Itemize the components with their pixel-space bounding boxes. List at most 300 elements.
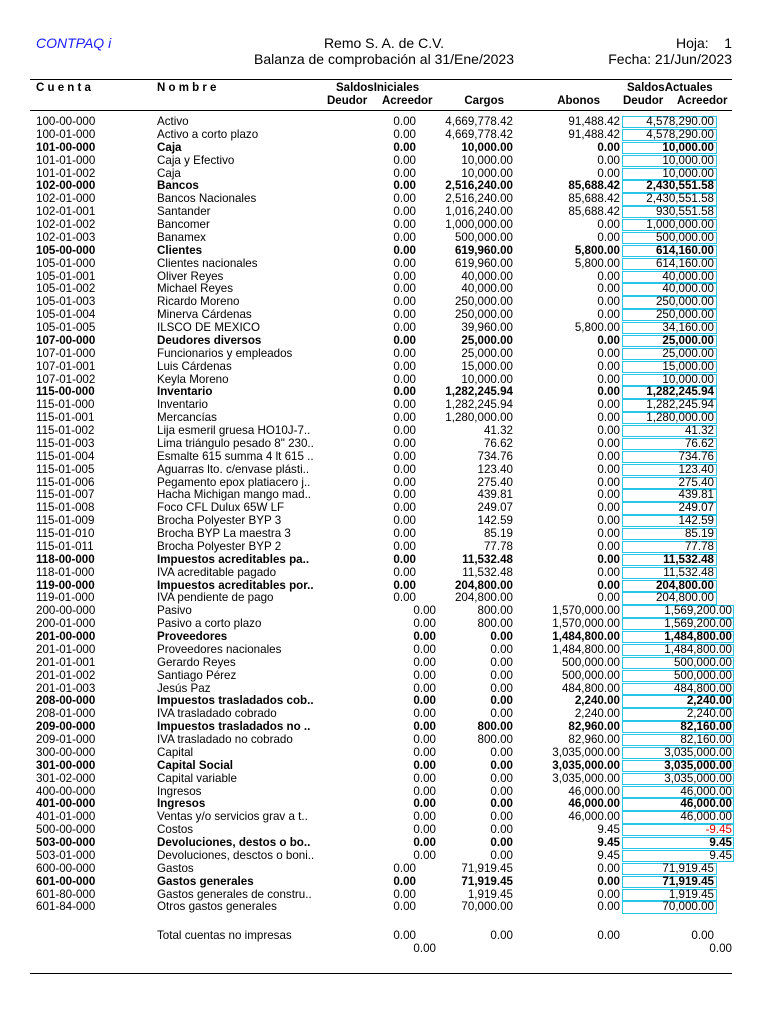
saldo-actual-acreedor: 1,569,200.00 — [664, 617, 732, 631]
account-name: Gastos generales — [157, 875, 254, 888]
abonos-value: 0.00 — [597, 874, 620, 888]
abonos-value: 85,688.42 — [568, 179, 620, 193]
account-name: Caja — [157, 167, 181, 180]
cargos-value: 204,800.00 — [454, 578, 513, 592]
abonos-value: 484,800.00 — [561, 681, 620, 695]
account-code: 300-00-000 — [36, 745, 96, 759]
saldo-inicial-deudor: 0.00 — [393, 488, 416, 502]
abonos-value: 82,960.00 — [568, 720, 620, 734]
table-row — [0, 541, 768, 554]
saldo-inicial-deudor: 0.00 — [393, 127, 416, 141]
account-name: Capital Social — [157, 759, 234, 772]
cargos-value: 0.00 — [490, 784, 513, 798]
account-code: 115-01-008 — [36, 501, 95, 515]
saldo-inicial-acreedor: 0.00 — [413, 836, 436, 849]
account-name: Foco CFL Dulux 65W LF — [157, 502, 285, 515]
saldo-actual-deudor: 439.81 — [678, 488, 714, 502]
cargos-value: 0.00 — [490, 745, 513, 759]
cargos-value: 0.00 — [490, 694, 513, 708]
account-code: 119-00-000 — [36, 578, 95, 592]
account-name: Santander — [157, 206, 211, 219]
cargos-value: 0.00 — [490, 642, 513, 656]
table-row — [0, 811, 768, 824]
account-name: Inventario — [157, 399, 208, 412]
abonos-value: 3,035,000.00 — [552, 771, 620, 785]
abonos-value: 0.00 — [597, 514, 620, 528]
account-name: Banamex — [157, 231, 206, 244]
account-name: Clientes nacionales — [157, 257, 258, 270]
cargos-value: 800.00 — [477, 720, 513, 734]
saldo-inicial-deudor: 0.00 — [393, 256, 416, 270]
cargos-value: 0.00 — [490, 668, 513, 682]
saldo-actual-deudor: 734.76 — [678, 449, 714, 463]
account-code: 600-00-000 — [36, 861, 96, 875]
cargos-value: 1,000,000.00 — [445, 218, 513, 231]
cargos-value: 0.00 — [490, 681, 513, 695]
account-code: 105-01-005 — [36, 321, 96, 334]
abonos-value: 0.00 — [597, 861, 620, 875]
account-code: 601-00-000 — [36, 874, 96, 888]
account-code: 102-01-001 — [36, 205, 96, 219]
account-name: Jesús Paz — [157, 682, 211, 695]
table-row — [0, 258, 768, 271]
account-name: Ricardo Moreno — [157, 296, 240, 309]
account-name: Impuestos acreditables por.. — [157, 579, 314, 592]
saldo-actual-deudor: 77.78 — [684, 539, 714, 553]
totals-acreedor-actual: 0.00 — [709, 942, 732, 955]
abonos-value: 0.00 — [597, 346, 620, 360]
table-row — [0, 322, 768, 335]
saldo-actual-deudor: 1,282,245.94 — [646, 385, 714, 399]
account-name: Pasivo — [157, 605, 192, 618]
cargos-value: 0.00 — [490, 758, 513, 772]
saldo-actual-deudor: 2,430,551.58 — [646, 179, 714, 193]
abonos-value: 9.45 — [597, 848, 620, 862]
account-name: Lima triángulo pesado 8" 230.. — [157, 437, 314, 450]
saldo-inicial-acreedor: 0.00 — [413, 604, 436, 618]
saldo-actual-acreedor: 3,035,000.00 — [664, 745, 732, 759]
saldo-inicial-deudor: 0.00 — [393, 230, 416, 244]
account-name: Costos — [157, 824, 194, 837]
saldo-inicial-deudor: 0.00 — [393, 462, 416, 476]
cargos-value: 123.40 — [477, 462, 513, 476]
saldo-inicial-deudor: 0.00 — [393, 295, 416, 309]
account-name: Activo — [157, 116, 189, 128]
account-name: Lija esmeril gruesa HO10J-7.. — [157, 425, 311, 437]
cargos-value: 0.00 — [490, 823, 513, 837]
saldo-actual-deudor: 34,160.00 — [662, 321, 714, 334]
saldo-actual-deudor: 11,532.48 — [663, 552, 714, 566]
saldo-inicial-deudor: 0.00 — [393, 449, 416, 463]
abonos-value: 85,688.42 — [568, 192, 620, 206]
abonos-value: 91,488.42 — [568, 115, 620, 128]
cargos-value: 71,919.45 — [461, 861, 513, 875]
cargos-value: 249.07 — [477, 501, 513, 515]
cargos-value: 70,000.00 — [461, 900, 513, 914]
account-code: 105-01-004 — [36, 308, 96, 322]
account-name: Ingresos — [157, 798, 206, 811]
table-row — [0, 502, 768, 515]
saldo-inicial-acreedor: 0.00 — [413, 681, 436, 695]
saldo-actual-deudor: 1,000,000.00 — [646, 218, 714, 231]
cargos-value: 1,016,240.00 — [445, 205, 513, 219]
abonos-value: 500,000.00 — [561, 655, 620, 669]
account-name: Deudores diversos — [157, 334, 262, 347]
account-code: 105-01-003 — [36, 295, 96, 309]
table-row — [0, 425, 768, 438]
account-name: Bancomer — [157, 219, 210, 231]
table-row — [0, 528, 768, 541]
saldo-inicial-deudor: 0.00 — [393, 205, 416, 219]
cargos-value: 500,000.00 — [454, 230, 513, 244]
saldo-actual-deudor: 71,919.45 — [662, 861, 714, 875]
cargos-value: 800.00 — [477, 617, 513, 631]
account-name: Gerardo Reyes — [157, 656, 236, 669]
saldo-inicial-acreedor: 0.00 — [413, 642, 436, 656]
abonos-value: 82,960.00 — [568, 733, 620, 746]
abonos-value: 5,800.00 — [574, 256, 620, 270]
account-code: 101-00-000 — [36, 140, 96, 154]
account-name: Activo a corto plazo — [157, 128, 259, 141]
abonos-value: 5,800.00 — [574, 321, 620, 334]
saldo-actual-deudor: 40,000.00 — [662, 282, 714, 296]
cargos-value: 2,516,240.00 — [445, 179, 513, 193]
table-row — [0, 361, 768, 374]
abonos-value: 9.45 — [597, 836, 620, 849]
accounts-table — [0, 116, 768, 914]
saldo-actual-deudor: 41.32 — [684, 424, 714, 437]
page-label: Hoja: — [675, 35, 709, 51]
account-code: 115-01-000 — [36, 398, 95, 412]
cargos-value: 4,669,778.42 — [445, 127, 513, 141]
account-code: 107-01-002 — [36, 372, 96, 386]
cargos-value: 275.40 — [477, 475, 513, 489]
account-code: 102-01-002 — [36, 218, 96, 231]
saldo-actual-acreedor: 3,035,000.00 — [664, 758, 732, 772]
abonos-value: 0.00 — [597, 449, 620, 463]
table-row — [0, 515, 768, 528]
saldo-inicial-deudor: 0.00 — [393, 192, 416, 206]
abonos-value: 2,240.00 — [574, 707, 620, 721]
account-name: Brocha BYP La maestra 3 — [157, 528, 291, 540]
saldo-inicial-deudor: 0.00 — [393, 411, 416, 425]
table-row — [0, 271, 768, 284]
saldo-actual-acreedor: 46,000.00 — [680, 797, 732, 811]
saldo-actual-deudor: 2,430,551.58 — [646, 192, 714, 206]
saldo-actual-acreedor: 82,160.00 — [680, 720, 732, 734]
abonos-value: 0.00 — [597, 166, 620, 180]
account-name: Ventas y/o servicios grav a t.. — [157, 811, 308, 824]
account-code: 115-01-011 — [36, 539, 94, 553]
account-name: IVA pendiente de pago — [157, 592, 274, 605]
saldo-actual-deudor: 11,532.48 — [663, 565, 714, 579]
saldo-inicial-deudor: 0.00 — [393, 424, 416, 437]
header-top-rule — [30, 79, 732, 80]
abonos-value: 0.00 — [597, 269, 620, 283]
saldo-inicial-deudor: 0.00 — [393, 269, 416, 283]
saldo-inicial-deudor: 0.00 — [393, 385, 416, 399]
table-row — [0, 348, 768, 361]
footer-rule — [30, 973, 732, 974]
account-name: Clientes — [157, 244, 203, 257]
saldo-inicial-acreedor: 0.00 — [413, 694, 436, 708]
table-row — [0, 734, 768, 747]
account-name: Ingresos — [157, 785, 202, 798]
account-code: 201-01-001 — [36, 655, 96, 669]
saldo-actual-deudor: 500,000.00 — [655, 230, 714, 244]
account-code: 503-00-000 — [36, 836, 96, 849]
abonos-value: 46,000.00 — [568, 797, 620, 811]
abonos-value: 1,570,000.00 — [552, 617, 620, 631]
abonos-value: 0.00 — [597, 887, 620, 901]
account-code: 201-01-000 — [36, 642, 96, 656]
saldo-actual-deudor: 930,551.58 — [655, 205, 714, 219]
saldo-actual-acreedor: -9.45 — [705, 823, 732, 837]
saldo-inicial-deudor: 0.00 — [393, 514, 416, 528]
saldo-inicial-acreedor: 0.00 — [413, 823, 436, 837]
cargos-value: 439.81 — [477, 488, 513, 502]
saldo-inicial-deudor: 0.00 — [393, 166, 416, 180]
saldo-inicial-deudor: 0.00 — [393, 243, 416, 257]
abonos-value: 0.00 — [597, 488, 620, 502]
account-code: 201-01-002 — [36, 668, 96, 682]
account-name: Bancos — [157, 180, 199, 193]
table-row — [0, 721, 768, 734]
saldo-inicial-acreedor: 0.00 — [413, 810, 436, 824]
saldo-inicial-deudor: 0.00 — [393, 359, 416, 373]
account-code: 201-01-003 — [36, 681, 96, 695]
totals-deudor-actual: 0.00 — [691, 929, 714, 942]
abonos-value: 0.00 — [597, 230, 620, 244]
account-code: 200-01-000 — [36, 617, 96, 631]
saldo-inicial-deudor: 0.00 — [393, 565, 416, 579]
cargos-value: 10,000.00 — [461, 166, 513, 180]
account-code: 102-01-000 — [36, 192, 96, 206]
page-indicator — [676, 35, 732, 51]
cargos-value: 1,919.45 — [467, 887, 513, 901]
saldo-actual-deudor: 275.40 — [678, 475, 714, 489]
abonos-value: 0.00 — [597, 140, 620, 154]
saldo-inicial-acreedor: 0.00 — [413, 630, 436, 643]
company-name: Remo S. A. de C.V. — [323, 35, 445, 51]
table-row — [0, 889, 768, 902]
table-row — [0, 798, 768, 811]
account-name: Santiago Pérez — [157, 669, 237, 682]
account-code: 105-01-000 — [36, 256, 96, 270]
cargos-value: 0.00 — [490, 771, 513, 785]
totals-abonos: 0.00 — [597, 929, 620, 942]
saldo-actual-acreedor: 46,000.00 — [680, 784, 732, 798]
table-row — [0, 142, 768, 155]
table-row — [0, 438, 768, 451]
saldo-inicial-acreedor: 0.00 — [413, 784, 436, 798]
saldo-inicial-acreedor: 0.00 — [413, 733, 436, 746]
table-row — [0, 618, 768, 631]
table-row — [0, 773, 768, 786]
saldo-actual-acreedor: 82,160.00 — [680, 733, 732, 746]
account-name: Oliver Reyes — [157, 270, 224, 283]
cargos-value: 25,000.00 — [461, 346, 513, 360]
saldo-inicial-deudor: 0.00 — [393, 527, 416, 540]
brand-label: CONTPAQ i — [36, 35, 112, 51]
saldo-inicial-acreedor: 0.00 — [413, 771, 436, 785]
saldo-inicial-deudor: 0.00 — [393, 578, 416, 592]
saldo-actual-deudor: 249.07 — [678, 501, 714, 515]
saldo-inicial-acreedor: 0.00 — [413, 668, 436, 682]
saldo-inicial-acreedor: 0.00 — [413, 617, 436, 631]
saldo-actual-acreedor: 46,000.00 — [680, 810, 732, 824]
saldo-actual-deudor: 1,280,000.00 — [646, 411, 714, 425]
saldo-actual-deudor: 142.59 — [678, 514, 714, 528]
abonos-value: 1,570,000.00 — [552, 604, 620, 618]
cargos-value: 619,960.00 — [454, 256, 513, 270]
account-code: 115-01-006 — [36, 475, 95, 489]
saldo-inicial-deudor: 0.00 — [393, 398, 416, 412]
account-code: 201-00-000 — [36, 630, 96, 643]
cargos-value: 0.00 — [490, 630, 513, 643]
cargos-value: 39,960.00 — [461, 321, 513, 334]
abonos-value: 3,035,000.00 — [552, 745, 620, 759]
account-name: Otros gastos generales — [157, 901, 277, 914]
cargos-value: 41.32 — [483, 424, 513, 437]
cargos-value: 142.59 — [477, 514, 513, 528]
account-code: 208-01-000 — [36, 707, 96, 721]
account-name: Devoluciones, destos o bo.. — [157, 837, 311, 849]
table-row — [0, 219, 768, 232]
abonos-value: 0.00 — [597, 475, 620, 489]
account-name: Gastos — [157, 862, 194, 875]
saldo-actual-deudor: 71,919.45 — [662, 874, 714, 888]
abonos-value: 9.45 — [597, 823, 620, 837]
saldo-inicial-deudor: 0.00 — [393, 436, 416, 450]
saldo-inicial-deudor: 0.00 — [393, 475, 416, 489]
cargos-value: 734.76 — [477, 449, 513, 463]
saldo-actual-acreedor: 3,035,000.00 — [664, 771, 732, 785]
table-row — [0, 464, 768, 477]
abonos-value: 0.00 — [597, 565, 620, 579]
account-code: 101-01-000 — [36, 153, 96, 167]
abonos-value: 0.00 — [597, 282, 620, 296]
cargos-value: 4,669,778.42 — [445, 115, 513, 128]
col-acreedor-inicial: Acreedor — [382, 95, 433, 107]
abonos-value: 0.00 — [597, 295, 620, 309]
saldo-actual-acreedor: 2,240.00 — [686, 707, 732, 721]
saldo-actual-deudor: 1,282,245.94 — [646, 398, 714, 412]
saldo-inicial-deudor: 0.00 — [393, 321, 416, 334]
account-code: 115-01-001 — [36, 411, 95, 425]
account-name: Capital — [157, 746, 194, 759]
account-name: ILSCO DE MEXICO — [157, 322, 261, 334]
table-row — [0, 296, 768, 309]
account-name: Caja — [157, 141, 182, 154]
account-code: 115-01-005 — [36, 462, 95, 476]
table-row — [0, 155, 768, 168]
table-row — [0, 283, 768, 296]
table-row — [0, 850, 768, 863]
table-row — [0, 670, 768, 683]
cargos-value: 71,919.45 — [461, 874, 513, 888]
account-name: Impuestos trasladados cob.. — [157, 695, 314, 708]
saldo-inicial-deudor: 0.00 — [393, 591, 416, 605]
account-name: Proveedores nacionales — [157, 643, 282, 656]
account-code: 107-01-000 — [36, 346, 96, 360]
account-code: 401-01-000 — [36, 810, 96, 824]
account-code: 105-01-002 — [36, 282, 96, 296]
account-code: 209-00-000 — [36, 720, 96, 734]
saldo-inicial-deudor: 0.00 — [393, 282, 416, 296]
saldo-actual-deudor: 250,000.00 — [655, 295, 714, 309]
saldo-inicial-acreedor: 0.00 — [413, 797, 436, 811]
account-name: Luis Cárdenas — [157, 360, 232, 373]
saldo-actual-acreedor: 1,569,200.00 — [664, 604, 732, 618]
account-name: Brocha Polyester BYP 2 — [157, 540, 282, 553]
abonos-value: 91,488.42 — [568, 127, 620, 141]
saldo-actual-deudor: 204,800.00 — [655, 591, 714, 605]
abonos-value: 0.00 — [597, 218, 620, 231]
col-nombre: N o m b r e — [157, 82, 217, 94]
saldo-actual-acreedor: 500,000.00 — [673, 668, 732, 682]
account-name: Esmalte 615 summa 4 lt 615 .. — [157, 450, 314, 463]
table-row — [0, 760, 768, 773]
saldo-actual-deudor: 250,000.00 — [655, 308, 714, 322]
saldo-inicial-acreedor: 0.00 — [413, 848, 436, 862]
table-row — [0, 747, 768, 760]
account-code: 107-01-001 — [36, 359, 96, 373]
cargos-value: 11,532.48 — [462, 565, 513, 579]
table-row — [0, 567, 768, 580]
saldo-inicial-deudor: 0.00 — [393, 140, 416, 154]
saldo-inicial-deudor: 0.00 — [393, 218, 416, 231]
abonos-value: 0.00 — [597, 372, 620, 386]
account-name: Aguarras lto. c/envase plásti.. — [157, 463, 310, 476]
account-code: 401-00-000 — [36, 797, 96, 811]
table-row — [0, 580, 768, 593]
account-code: 115-01-003 — [36, 436, 95, 450]
saldo-inicial-acreedor: 0.00 — [413, 720, 436, 734]
account-code: 119-01-000 — [36, 591, 95, 605]
totals-label: Total cuentas no impresas — [157, 929, 292, 942]
table-row — [0, 116, 768, 129]
cargos-value: 0.00 — [490, 655, 513, 669]
abonos-value: 85,688.42 — [568, 205, 620, 219]
saldo-actual-acreedor: 9.45 — [709, 836, 732, 849]
abonos-value: 3,035,000.00 — [552, 758, 620, 772]
col-saldos-iniciales: SaldosIniciales — [336, 82, 420, 94]
saldo-inicial-deudor: 0.00 — [393, 887, 416, 901]
cargos-value: 10,000.00 — [461, 140, 513, 154]
cargos-value: 40,000.00 — [461, 269, 513, 283]
cargos-value: 10,000.00 — [461, 372, 513, 386]
abonos-value: 0.00 — [597, 359, 620, 373]
report-title: Balanza de comprobación al 31/Ene/2023 — [254, 51, 514, 67]
cargos-value: 0.00 — [490, 810, 513, 824]
table-row — [0, 605, 768, 618]
saldo-inicial-deudor: 0.00 — [393, 861, 416, 875]
cargos-value: 77.78 — [483, 539, 513, 553]
cargos-value: 25,000.00 — [461, 333, 513, 347]
saldo-inicial-acreedor: 0.00 — [413, 745, 436, 759]
table-row — [0, 412, 768, 425]
table-row — [0, 837, 768, 850]
account-name: IVA trasladado no cobrado — [157, 734, 293, 746]
account-name: IVA trasladado cobrado — [157, 708, 277, 721]
cargos-value: 40,000.00 — [461, 282, 513, 296]
account-name: Pegamento epox platiacero j.. — [157, 476, 311, 489]
account-code: 301-02-000 — [36, 771, 96, 785]
saldo-actual-deudor: 76.62 — [684, 436, 714, 450]
report-date: Fecha: 21/Jun/2023 — [608, 51, 732, 67]
abonos-value: 0.00 — [597, 411, 620, 425]
